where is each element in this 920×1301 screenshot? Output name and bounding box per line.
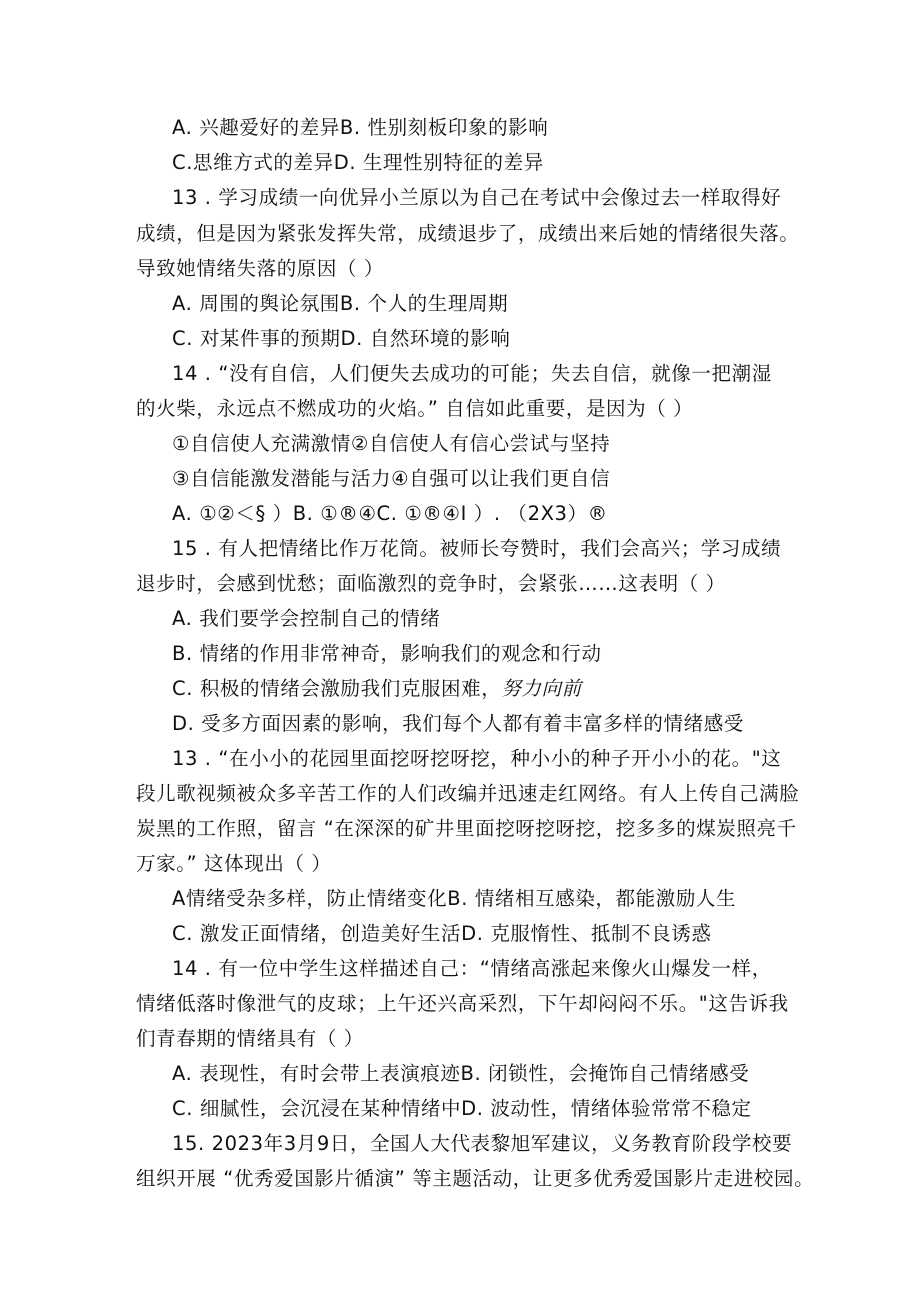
- q14b-stem-line2: 情绪低落时像泄气的皮球；上午还兴高采烈，下午却闷闷不乐。"这告诉我: [136, 992, 789, 1015]
- q14-statements-34: ③自信能激发潜能与活力④自强可以让我们更自信: [172, 467, 611, 490]
- q15-option-a: A. 我们要学会控制自己的情绪: [172, 607, 441, 630]
- q12-options-cd: C.思维方式的差异D. 生理性别特征的差异: [172, 151, 544, 174]
- q14-options: A. ①②＜§ ）B. ①®④C. ①®④I ）. （2X3）®: [172, 502, 608, 525]
- q13b-options-cd: C. 激发正面情绪，创造美好生活D. 克服惰性、抵制不良诱惑: [172, 922, 712, 945]
- q15-option-d: D. 受多方面因素的影响，我们每个人都有着丰富多样的情绪感受: [172, 712, 744, 735]
- q14b-options-ab: A. 表现性，有时会带上表演痕迹B. 闭锁性，会掩饰自己情绪感受: [172, 1062, 750, 1085]
- q15-option-c-italic: 努力向前: [501, 677, 582, 700]
- q15b-stem-line1: 15. 2023年3月9日，全国人大代表黎旭军建议，义务教育阶段学校要: [172, 1132, 793, 1155]
- q13b-options-ab: A情绪受杂多样，防止情绪变化B. 情绪相互感染，都能激励人生: [172, 887, 737, 910]
- q15b-stem-line2: 组织开展 “优秀爱国影片循演” 等主题活动，让更多优秀爱国影片走进校园。: [136, 1167, 815, 1190]
- q14b-options-cd: C. 细腻性，会沉浸在某种情绪中D. 波动性，情绪体验常常不稳定: [172, 1097, 752, 1120]
- q14b-stem-line3: 们青春期的情绪具有（ ）: [136, 1027, 364, 1050]
- q13b-stem-line2: 段儿歌视频被众多辛苦工作的人们改编并迅速走红网络。有人上传自己满脸: [136, 782, 800, 805]
- q13b-stem-line4: 万家。” 这体现出（ ）: [136, 852, 332, 875]
- q14b-stem-line1: 14 . 有一位中学生这样描述自己：“情绪高涨起来像火山爆发一样，: [172, 957, 772, 980]
- q12-options-ab: A. 兴趣爱好的差异B. 性别刻板印象的影响: [172, 116, 549, 139]
- q13-stem-line1: 13 . 学习成绩一向优异小兰原以为自己在考试中会像过去一样取得好: [172, 186, 782, 209]
- q14-stem-line2: 的火柴，永远点不燃成功的火焰。” 自信如此重要，是因为（ ）: [136, 397, 694, 420]
- q15-stem-line1: 15 . 有人把情绪比作万花筒。被师长夸赞时，我们会高兴；学习成绩: [172, 537, 782, 560]
- q14-statements-12: ①自信使人充满激情②自信使人有信心尝试与坚持: [172, 432, 611, 455]
- q15-option-c-text: C. 积极的情绪会激励我们克服困难，: [172, 677, 502, 700]
- q13b-stem-line1: 13 . “在小小的花园里面挖呀挖呀挖，种小小的种子开小小的花。"这: [172, 747, 782, 770]
- q13-options-cd: C. 对某件事的预期D. 自然环境的影响: [172, 327, 511, 350]
- q15-option-b: B. 情绪的作用非常神奇，影响我们的观念和行动: [172, 642, 602, 665]
- q13-stem-line2: 成绩，但是因为紧张发挥失常，成绩退步了，成绩出来后她的情绪很失落。: [136, 222, 800, 245]
- q13b-stem-line3: 炭黑的工作照，留言 “在深深的矿井里面挖呀挖呀挖，挖多多的煤炭照亮千: [136, 817, 797, 840]
- q14-stem-line1: 14 . “没有自信，人们便失去成功的可能；失去自信，就像一把潮湿: [172, 362, 772, 385]
- q15-option-c: [172, 677, 582, 701]
- q13-stem-line3: 导致她情绪失落的原因（ ）: [136, 257, 384, 280]
- q13-options-ab: A. 周围的舆论氛围B. 个人的生理周期: [172, 292, 509, 315]
- q15-stem-line2: 退步时，会感到忧愁；面临激烈的竞争时，会紧张……这表明（ ）: [136, 572, 726, 595]
